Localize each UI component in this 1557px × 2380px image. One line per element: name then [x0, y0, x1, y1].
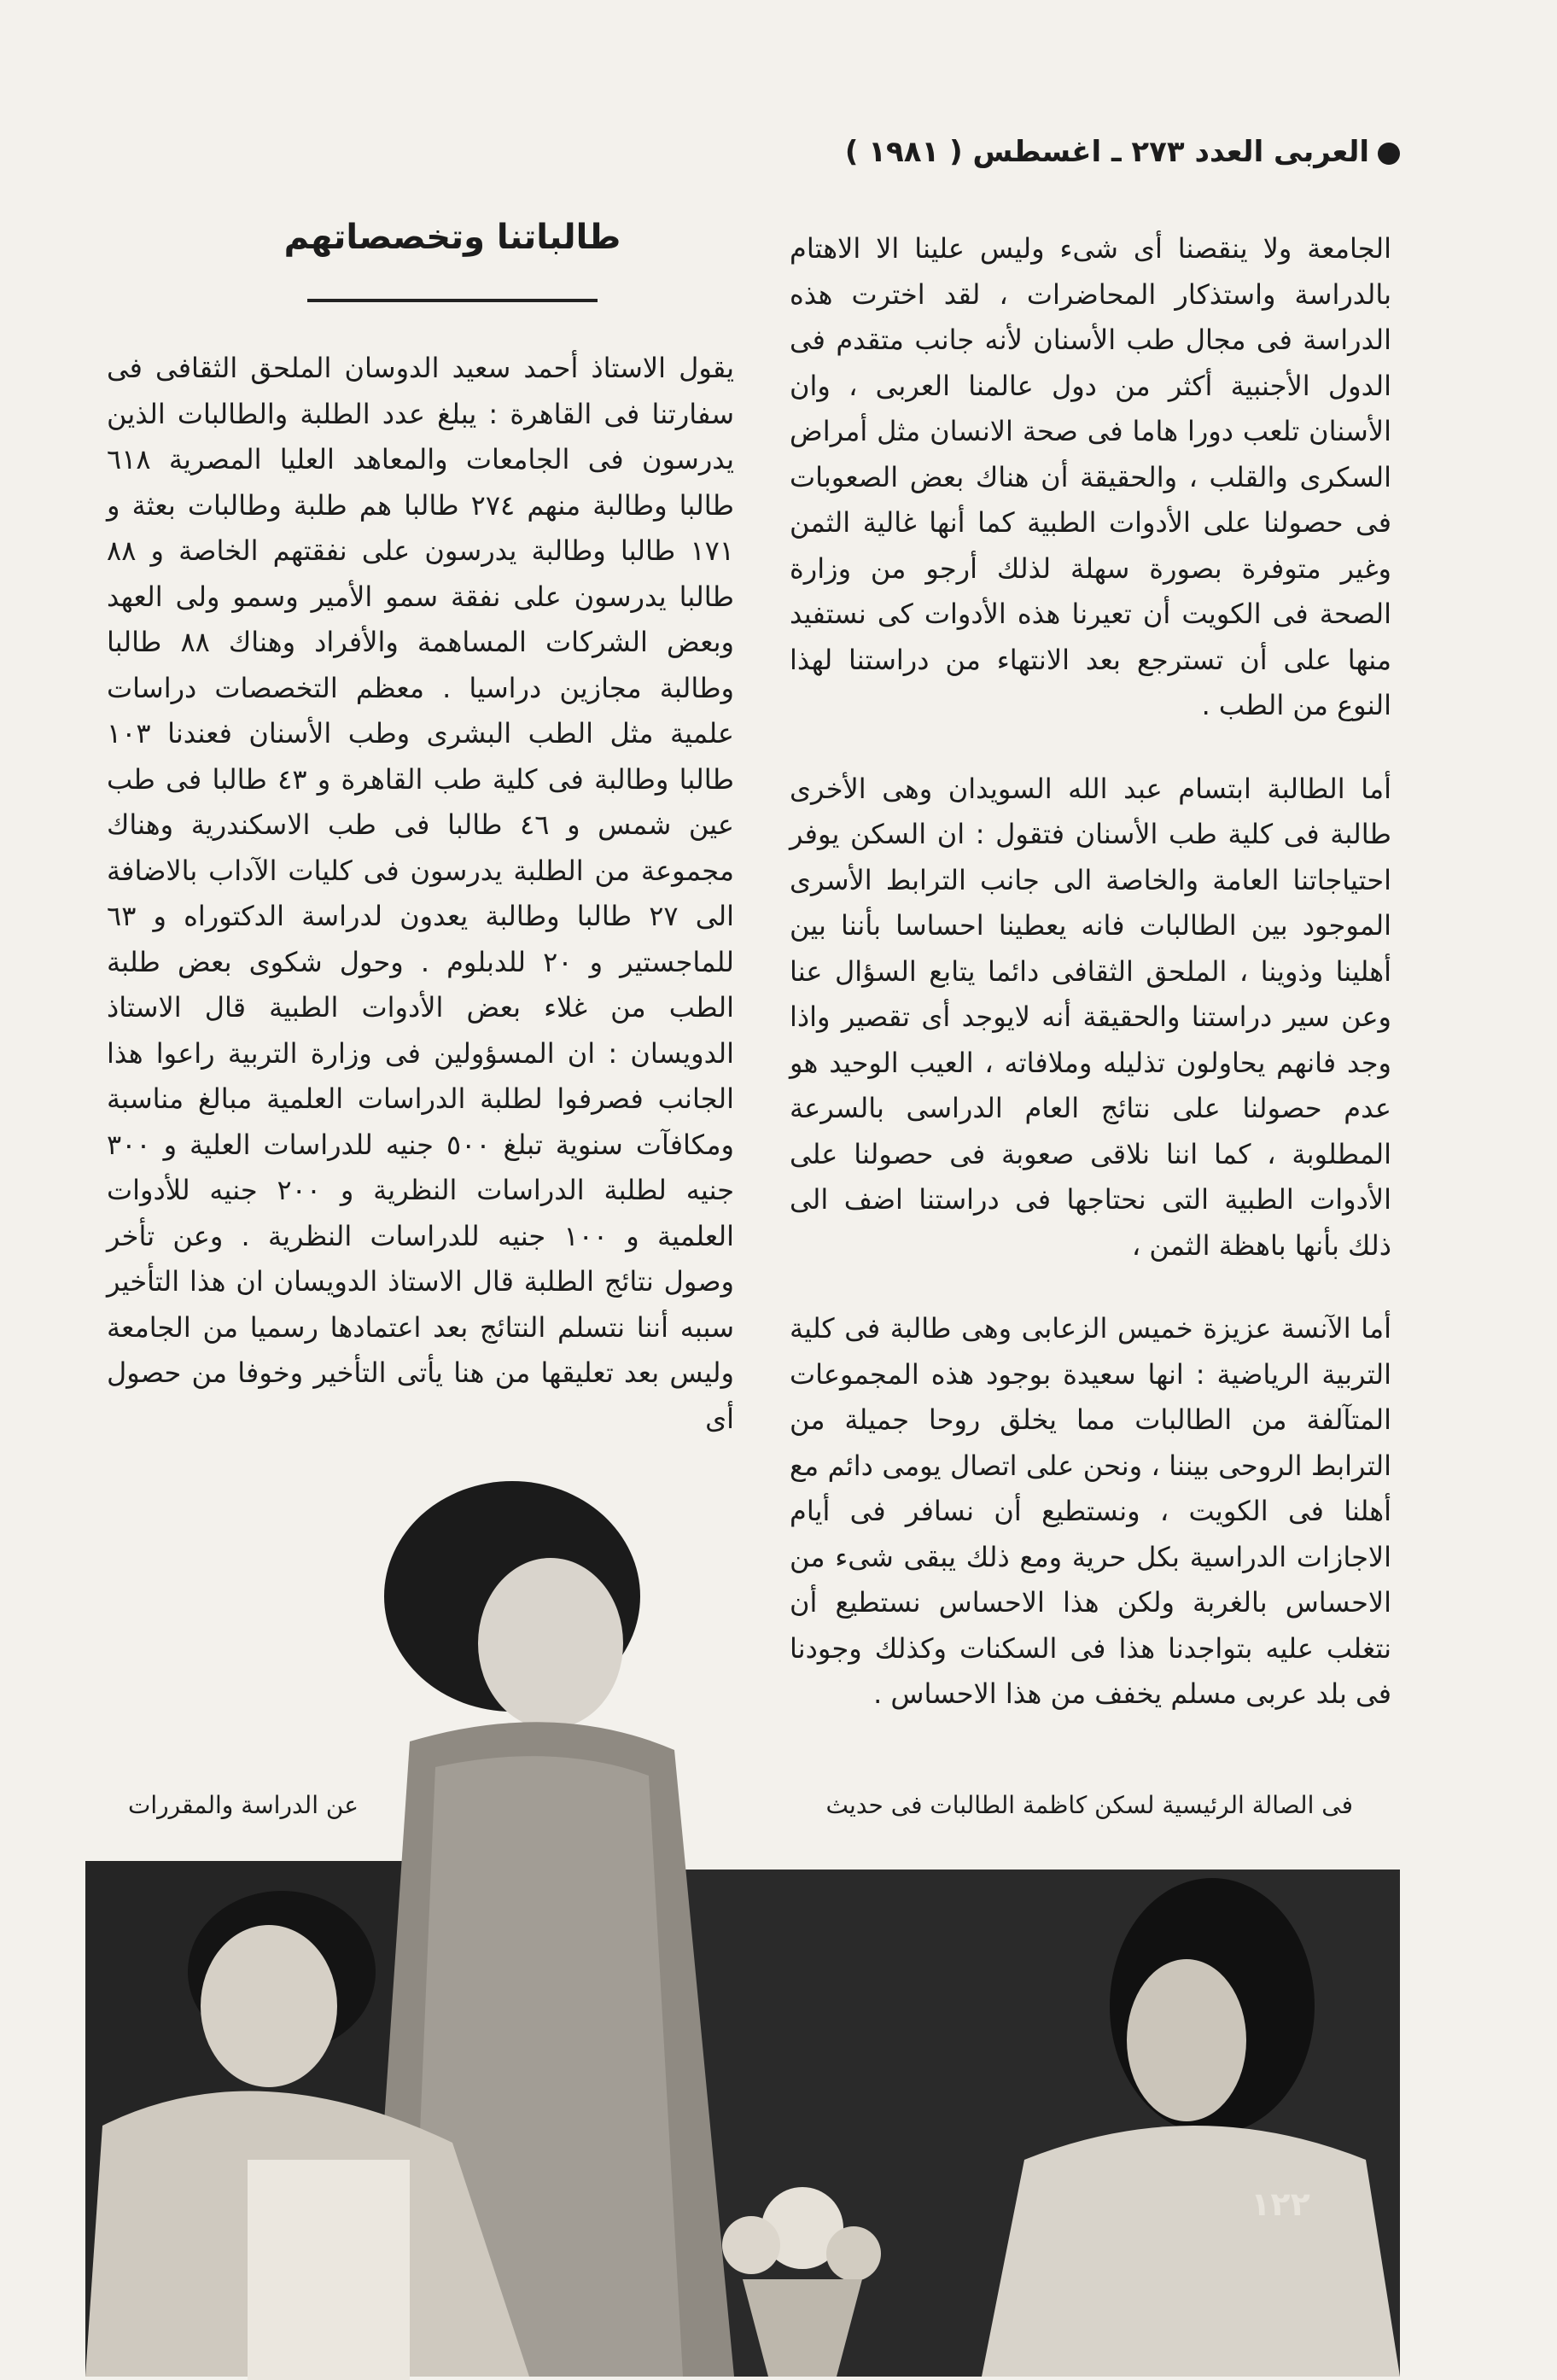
photo-caption-left: عن الدراسة والمقررات [128, 1791, 359, 1819]
paragraph: أما الطالبة ابتسام عبد الله السويدان وهى الأخرى طالبة فى كلية طب الأسنان فتقول : ان السكن يوفر احتياجاتنا العامة والخاصة الى جانب الترابط الأسرى الموجود بين الطالبات فانه يعطينا احساسا بأننا بين أهلينا وذوينا ، الملحق الثقافى دائما يتابع السؤال عنا وعن سير دراستنا والحقيقة أنه لايوجد أى تقصير واذا وجد فانهم يحاولون تذليله وملافاته ، العيب الوحيد هو عدم حصولنا على نتائج العام الدراسى بالسرعة المطلوبة ، كما اننا نلاقى صعوبة فى حصولنا على الأدوات الطبية التى نحتاجها فى دراستنا اضف الى ذلك بأنها باهظة الثمن ، [790, 772, 1391, 1262]
page-header [837, 135, 1400, 186]
article-photo [85, 1494, 1400, 2377]
photo-caption-right: فى الصالة الرئيسية لسكن كاظمة الطالبات فى حديث [825, 1791, 1353, 1819]
title-underline [307, 299, 598, 302]
paragraph: يقول الاستاذ أحمد سعيد الدوسان الملحق الثقافى فى سفارتنا فى القاهرة : يبلغ عدد الطلبة والطالبات الذين يدرسون فى الجامعات والمعاهد العليا المصرية ٦١٨ طالبا وطالبة منهم ٢٧٤ طالبا هم طلبة وطالبات بعثة و ١٧١ طالبا وطالبة يدرسون على نفقتهم الخاصة و ٨٨ طالبا يدرسون على نفقة سمو الأمير وسمو ولى العهد وبعض الشركات المساهمة والأفراد وهناك ٨٨ طالبا وطالبة مجازين دراسيا . معظم التخصصات دراسات علمية مثل الطب البشرى وطب الأسنان فعندنا ١٠٣ طالبا وطالبة فى كلية طب القاهرة و ٤٣ طالبا فى طب عين شمس و ٤٦ طالبا فى طب الاسكندرية وهناك مجموعة من الطلبة يدرسون فى كليات الآداب بالاضافة الى ٢٧ طالبا وطالبة يعدون لدراسة الدكتوراه و ٦٣ للماجستير و ٢٠ للدبلوم . وحول شكوى بعض طلبة الطب من غلاء بعض الأدوات الطبية قال الاستاذ الدويسان : ان المسؤولين فى وزارة التربية راعوا هذا الجانب فصرفوا لطلبة الدراسات العلمية مبالغ مناسبة ومكافآت سنوية تبلغ ٥٠٠ جنيه للدراسات العلية و ٣٠٠ جنيه لطلبة الدراسات النظرية و ٢٠٠ جنيه للأدوات العلمية و ١٠٠ جنيه للدراسات النظرية . وعن تأخر وصول نتائج الطلبة قال الاستاذ الدويسان ان هذا التأخير سببه أننا نتسلم النتائج بعد اعتمادها رسميا من الجامعة وليس بعد تعليقها من هنا يأتى التأخير وخوفا من حصول أى [107, 352, 735, 1435]
article-right-column [790, 226, 1391, 1710]
photo-illustration [85, 1494, 1400, 2377]
bullet-icon [1378, 143, 1400, 165]
article-title: طالباتنا وتخصصاتهم [283, 218, 621, 257]
paragraph: الجامعة ولا ينقصنا أى شىء وليس علينا الا الاهتام بالدراسة واستذكار المحاضرات ، لقد اخترت هذه الدراسة فى مجال طب الأسنان لأنه جانب متقدم فى الدول الأجنبية أكثر من دول عالمنا العربى ، وان الأسنان تلعب دورا هاما فى صحة الانسان مثل أمراض السكرى والقلب ، والحقيقة أن هناك بعض الصعوبات فى حصولنا على الأدوات الطبية كما أنها غالية الثمن وغير متوفرة بصورة سهلة لذلك أرجو من وزارة الصحة فى الكويت أن تعيرنا هذه الأدوات كى نستفيد منها على أن تسترجع بعد الانتهاء من دراستنا لهذا النوع من الطب . [790, 232, 1391, 721]
page-number: ١٢٢ [1251, 2185, 1310, 2223]
article-left-column [107, 346, 734, 1455]
paragraph: أما الآنسة عزيزة خميس الزعابى وهى طالبة فى كلية التربية الرياضية : انها سعيدة بوجود هذه المجموعات المتآلفة من الطالبات مما يخلق روحا جميلة من الترابط الروحى بيننا ، ونحن على اتصال يومى دائم مع أهلنا فى الكويت ، ونستطيع أن نسافر فى أيام الاجازات الدراسية بكل حرية ومع ذلك يبقى شىء من الاحساس بالغربة ولكن هذا الاحساس نستطيع أن نتغلب عليه بتواجدنا هذا فى السكنات وكذلك وجودنا فى بلد عربى مسلم يخفف من هذا الاحساس . [790, 1312, 1391, 1710]
header-text: العربى العدد ٢٧٣ ـ اغسطس ( ١٩٨١ ) [844, 135, 1369, 169]
